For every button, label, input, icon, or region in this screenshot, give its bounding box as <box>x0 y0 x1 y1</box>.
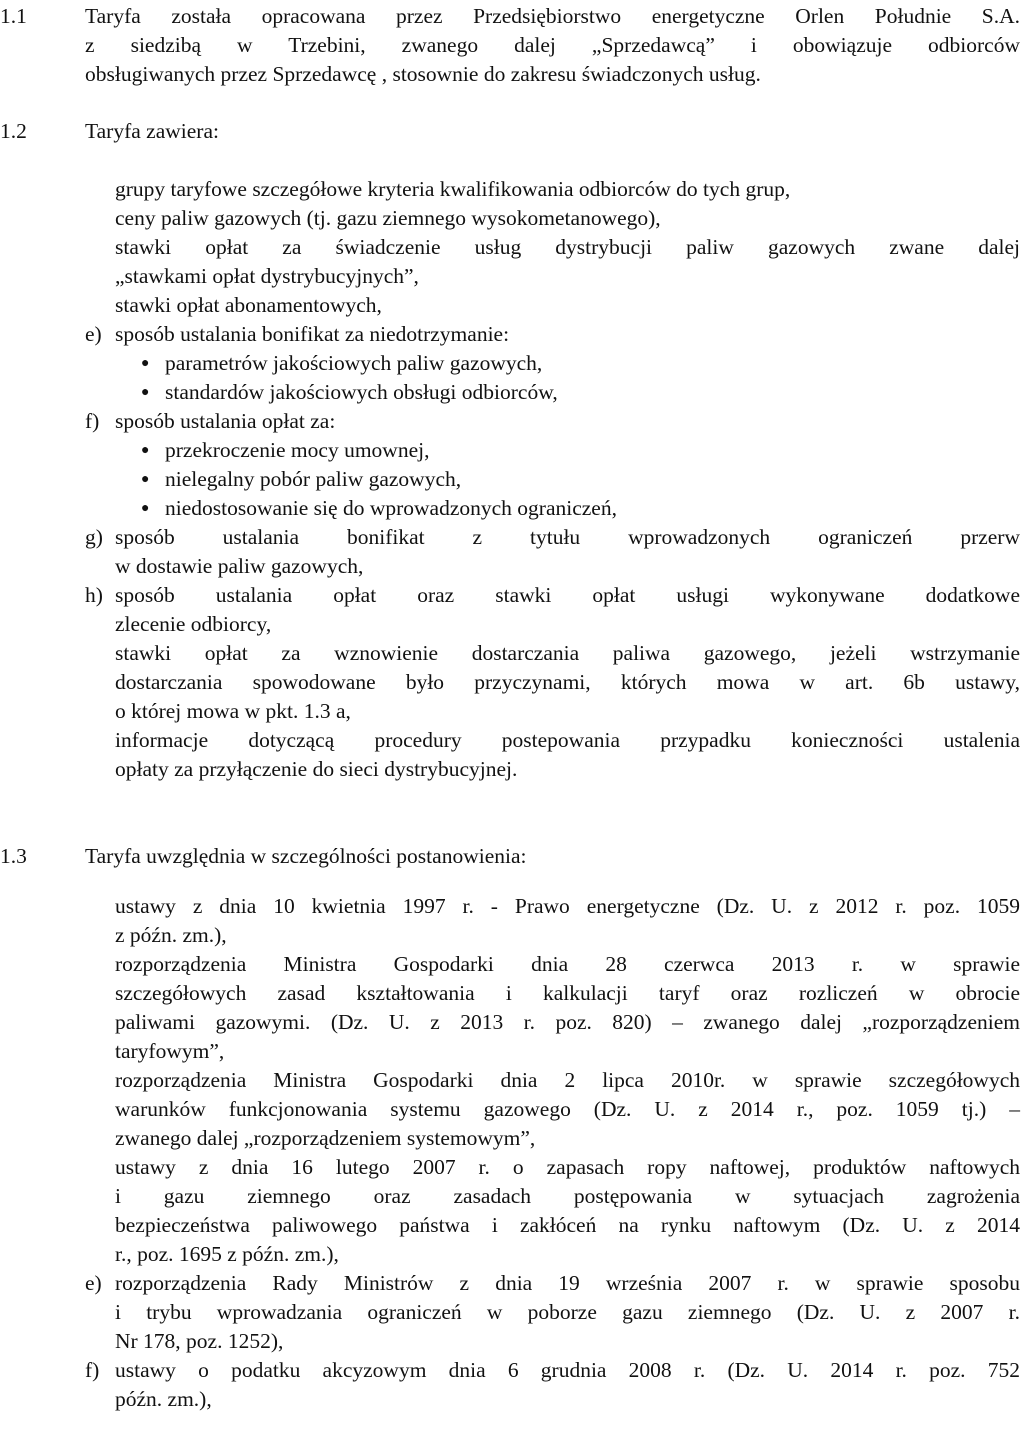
section-intro: Taryfa uwzględnia w szczególności postanowienia: <box>85 844 527 868</box>
list-item <box>85 523 1020 581</box>
item-line: paliwami gazowymi. (Dz. U. z 2013 r. poz. 820) – zwanego dalej „rozporządzeniem <box>115 1010 1020 1034</box>
bullet-item <box>85 436 1020 465</box>
item-line: ustawy z dnia 10 kwietnia 1997 r. - Prawo energetyczne (Dz. U. z 2012 r. poz. 1059 <box>115 894 1020 918</box>
item-line: dostarczania spowodowane było przyczynami, których mowa w art. 6b ustawy, <box>115 670 1020 694</box>
section-number: 1.2 <box>0 119 27 143</box>
bullet-icon: ● <box>141 356 150 371</box>
item-line: „stawkami opłat dystrybucyjnych”, <box>115 264 419 288</box>
item-label: f) <box>85 409 100 433</box>
item-label: h) <box>85 583 103 607</box>
item-line: ustawy z dnia 16 lutego 2007 r. o zapasach ropy naftowej, produktów naftowych <box>115 1155 1020 1179</box>
section-1-3-list <box>85 892 1020 1414</box>
item-line: sposób ustalania bonifikat za niedotrzymanie: <box>115 322 510 346</box>
item-line: r., poz. 1695 z późn. zm.), <box>115 1242 339 1266</box>
item-line: warunków funkcjonowania systemu gazowego (Dz. U. z 2014 r., poz. 1059 tj.) – <box>115 1097 1020 1121</box>
bullet-item <box>85 465 1020 494</box>
list-item <box>85 320 1020 349</box>
list-item <box>85 639 1020 726</box>
bullet-icon: ● <box>141 501 150 516</box>
section-number: 1.3 <box>0 844 27 868</box>
bullet-item <box>85 349 1020 378</box>
section-text <box>85 2 1020 89</box>
list-item <box>85 950 1020 1066</box>
item-line: grupy taryfowe szczegółowe kryteria kwalifikowania odbiorców do tych grup, <box>115 177 791 201</box>
item-line: Nr 178, poz. 1252), <box>115 1329 284 1353</box>
item-line: z późn. zm.), <box>115 923 227 947</box>
bullet-icon: ● <box>141 472 150 487</box>
item-line: zwanego dalej „rozporządzeniem systemowym”, <box>115 1126 536 1150</box>
item-line: opłaty za przyłączenie do sieci dystrybucyjnej. <box>115 757 518 781</box>
bullet-text: parametrów jakościowych paliw gazowych, <box>165 351 543 375</box>
list-item <box>85 1066 1020 1153</box>
list-item <box>85 892 1020 950</box>
item-line: stawki opłat abonamentowych, <box>115 293 382 317</box>
list-item <box>85 204 1020 233</box>
item-line: o której mowa w pkt. 1.3 a, <box>115 699 351 723</box>
bullet-icon: ● <box>141 443 150 458</box>
item-line: stawki opłat za wznowienie dostarczania paliwa gazowego, jeżeli wstrzymanie <box>115 641 1020 665</box>
bullet-text: standardów jakościowych obsługi odbiorców, <box>165 380 558 404</box>
list-item <box>85 1356 1020 1414</box>
item-label: g) <box>85 525 103 549</box>
bullet-icon: ● <box>141 385 150 400</box>
item-line: rozporządzenia Ministra Gospodarki dnia 28 czerwca 2013 r. w sprawie <box>115 952 1020 976</box>
list-item <box>85 407 1020 436</box>
text-line: Taryfa została opracowana przez Przedsiębiorstwo energetyczne Orlen Południe S.A. <box>85 4 1020 28</box>
item-line: w dostawie paliw gazowych, <box>115 554 364 578</box>
item-line: sposób ustalania bonifikat z tytułu wprowadzonych ograniczeń przerw <box>115 525 1020 549</box>
list-item <box>85 581 1020 639</box>
item-label: f) <box>85 1358 100 1382</box>
list-item <box>85 726 1020 784</box>
item-label: e) <box>85 322 102 346</box>
item-label: e) <box>85 1271 102 1295</box>
item-line: ustawy o podatku akcyzowym dnia 6 grudnia 2008 r. (Dz. U. 2014 r. poz. 752 <box>115 1358 1020 1382</box>
list-item <box>85 1269 1020 1356</box>
bullet-text: nielegalny pobór paliw gazowych, <box>165 467 462 491</box>
item-line: stawki opłat za świadczenie usług dystrybucji paliw gazowych zwane dalej <box>115 235 1020 259</box>
item-line: sposób ustalania opłat oraz stawki opłat usługi wykonywane dodatkowe <box>115 583 1020 607</box>
item-line: i trybu wprowadzania ograniczeń w poborze gazu ziemnego (Dz. U. z 2007 r. <box>115 1300 1020 1324</box>
item-line: sposób ustalania opłat za: <box>115 409 336 433</box>
section-number: 1.1 <box>0 4 27 28</box>
item-line: rozporządzenia Rady Ministrów z dnia 19 września 2007 r. w sprawie sposobu <box>115 1271 1020 1295</box>
list-item <box>85 291 1020 320</box>
list-item <box>85 233 1020 291</box>
item-line: ceny paliw gazowych (tj. gazu ziemnego wysokometanowego), <box>115 206 661 230</box>
text-line: obsługiwanych przez Sprzedawcę , stosownie do zakresu świadczonych usług. <box>85 62 761 86</box>
list-item <box>85 175 1020 204</box>
item-line: szczegółowych zasad kształtowania i kalkulacji taryf oraz rozliczeń w obrocie <box>115 981 1020 1005</box>
text-line: z siedzibą w Trzebini, zwanego dalej „Sprzedawcą” i obowiązuje odbiorców <box>85 33 1020 57</box>
bullet-item <box>85 494 1020 523</box>
bullet-text: przekroczenie mocy umownej, <box>165 438 430 462</box>
bullet-item <box>85 378 1020 407</box>
item-line: bezpieczeństwa paliwowego państwa i zakłóceń na rynku naftowym (Dz. U. z 2014 <box>115 1213 1020 1237</box>
item-line: i gazu ziemnego oraz zasadach postępowania w sytuacjach zagrożenia <box>115 1184 1020 1208</box>
section-1-2-list <box>85 175 1020 784</box>
list-item <box>85 1153 1020 1269</box>
section-intro: Taryfa zawiera: <box>85 119 219 143</box>
item-line: informacje dotyczącą procedury postepowania przypadku konieczności ustalenia <box>115 728 1020 752</box>
item-line: taryfowym”, <box>115 1039 225 1063</box>
item-line: zlecenie odbiorcy, <box>115 612 272 636</box>
bullet-text: niedostosowanie się do wprowadzonych ograniczeń, <box>165 496 617 520</box>
item-line: rozporządzenia Ministra Gospodarki dnia 2 lipca 2010r. w sprawie szczegółowych <box>115 1068 1020 1092</box>
item-line: późn. zm.), <box>115 1387 212 1411</box>
